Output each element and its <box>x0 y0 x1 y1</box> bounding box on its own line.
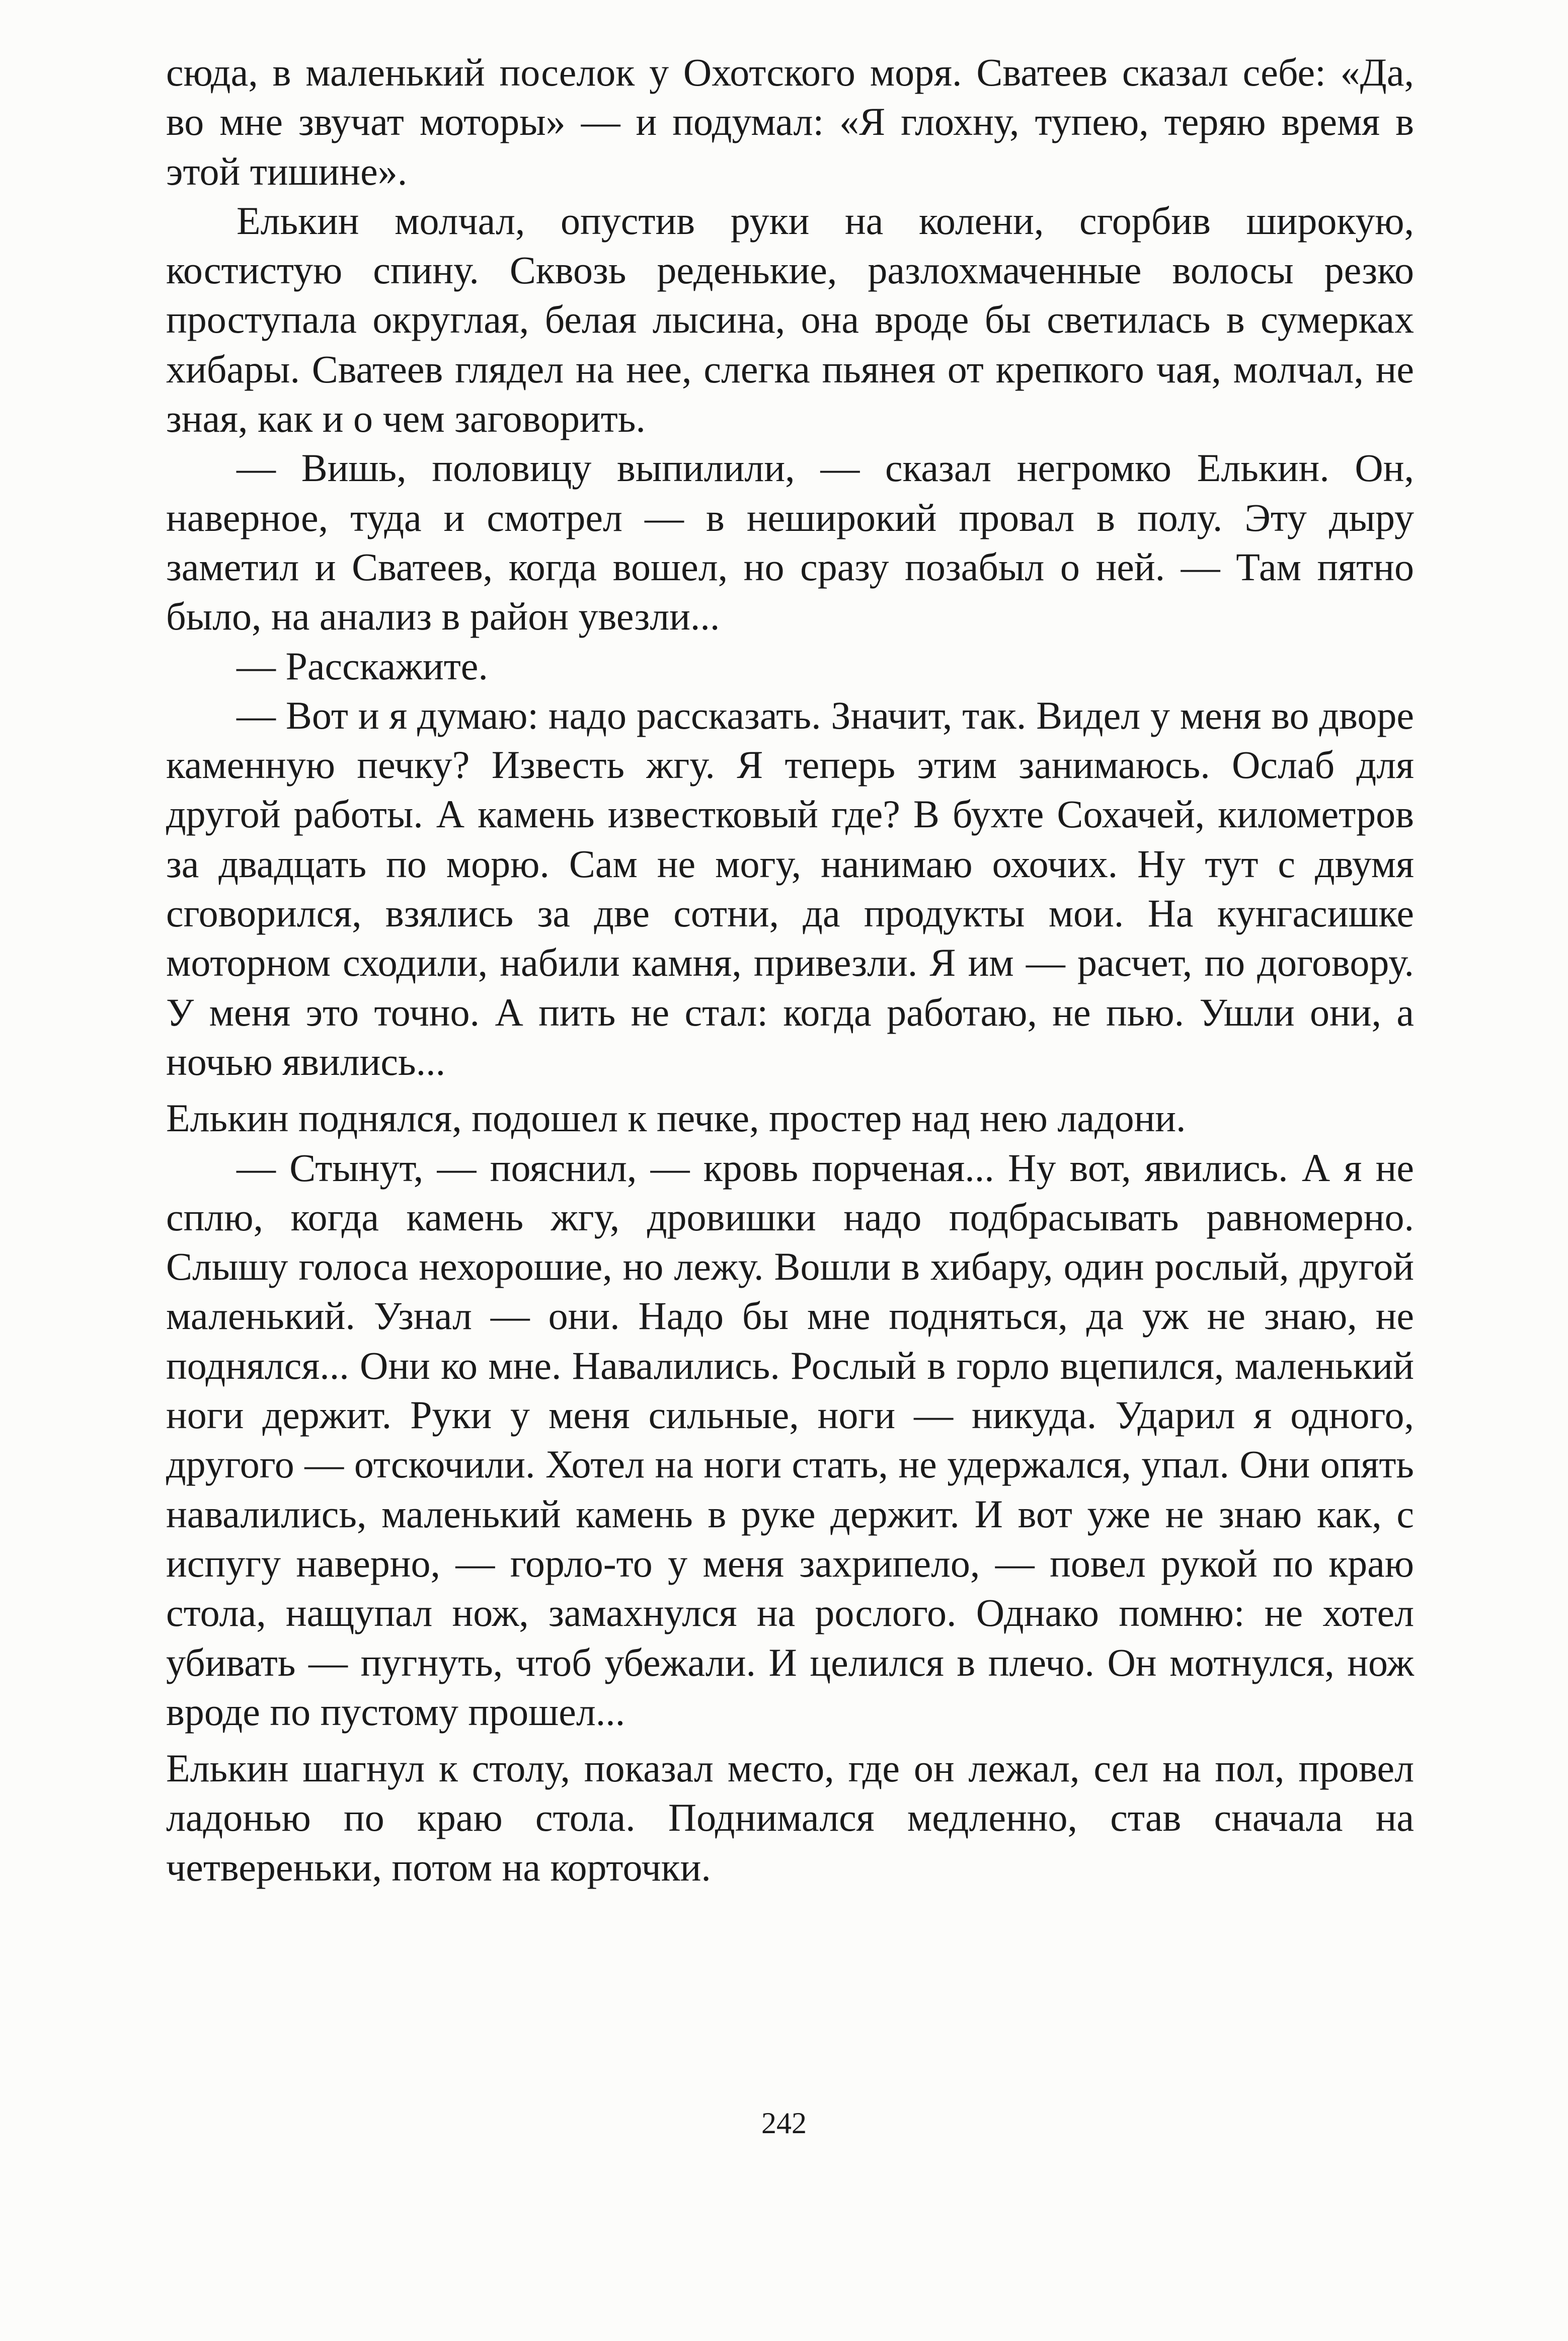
paragraph-5: — Вот и я думаю: надо рассказать. Значит, так. Видел у меня во дворе каменную печку? Известь жгу. Я теперь этим занимаюсь. Ослаб для другой работы. А камень известковый где? В бухте Сохачей, километров за двадцать по морю. Сам не могу, нанимаю охочих. Ну тут с двумя сговорился, взялись за две сотни, да продукты мои. На кунгасишке моторном сходили, набили камня, привезли. Я им — расчет, по договору. У меня это точно. А пить не стал: когда работаю, не пью. Ушли они, а ночью явились... <box>166 693 1414 1083</box>
paragraph-4: — Расскажите. <box>237 644 488 688</box>
page-number: 242 <box>761 2106 807 2140</box>
paragraph-7: — Стынут, — пояснил, — кровь порченая... Ну вот, явились. А я не сплю, когда камень жгу, дровишки надо подбрасывать равномерно. Слышу голоса нехорошие, но лежу. Вошли в хибару, один рослый, другой маленький. Узнал — они. Надо бы мне подняться, да уж не знаю, не поднялся... Они ко мне. Навалились. Рослый в горло вцепился, маленький ноги держит. Руки у меня сильные, ноги — никуда. Ударил я одного, другого — отскочили. Хотел на ноги стать, не удержался, упал. Они опять навалились, маленький камень в руке держит. И вот уже не знаю как, с испугу наверно, — горло-то у меня захрипело, — повел рукой по краю стола, нащупал нож, замахнулся на рослого. Однако помню: не хотел убивать — пугнуть, чтоб убежали. И целился в плечо. Он мотнулся, нож вроде по пустому прошел... <box>166 1145 1414 1734</box>
paragraph-6: Елькин поднялся, подошел к печке, простер над нею ладони. <box>166 1096 1186 1140</box>
paragraph-1: сюда, в маленький поселок у Охотского моря. Сватеев сказал себе: «Да, во мне звучат моторы» — и подумал: «Я глохну, тупею, теряю время в этой тишине». <box>166 50 1414 193</box>
body-text <box>166 48 1414 1892</box>
paragraph-8: Елькин шагнул к столу, показал место, где он лежал, сел на пол, провел ладонью по краю стола. Поднимался медленно, став сначала на четвереньки, потом на корточки. <box>166 1746 1414 1889</box>
paragraph-3: — Вишь, половицу выпилили, — сказал негромко Елькин. Он, наверное, туда и смотрел — в неширокий провал в полу. Эту дыру заметил и Сватеев, когда вошел, но сразу позабыл о ней. — Там пятно было, на анализ в район увезли... <box>166 446 1414 639</box>
paragraph-2: Елькин молчал, опустив руки на колени, сгорбив широкую, костистую спину. Сквозь реденькие, разлохмаченные волосы резко проступала округлая, белая лысина, она вроде бы светилась в сумерках хибары. Сватеев глядел на нее, слегка пьянея от крепкого чая, молчал, не зная, как и о чем заговорить. <box>166 198 1414 441</box>
